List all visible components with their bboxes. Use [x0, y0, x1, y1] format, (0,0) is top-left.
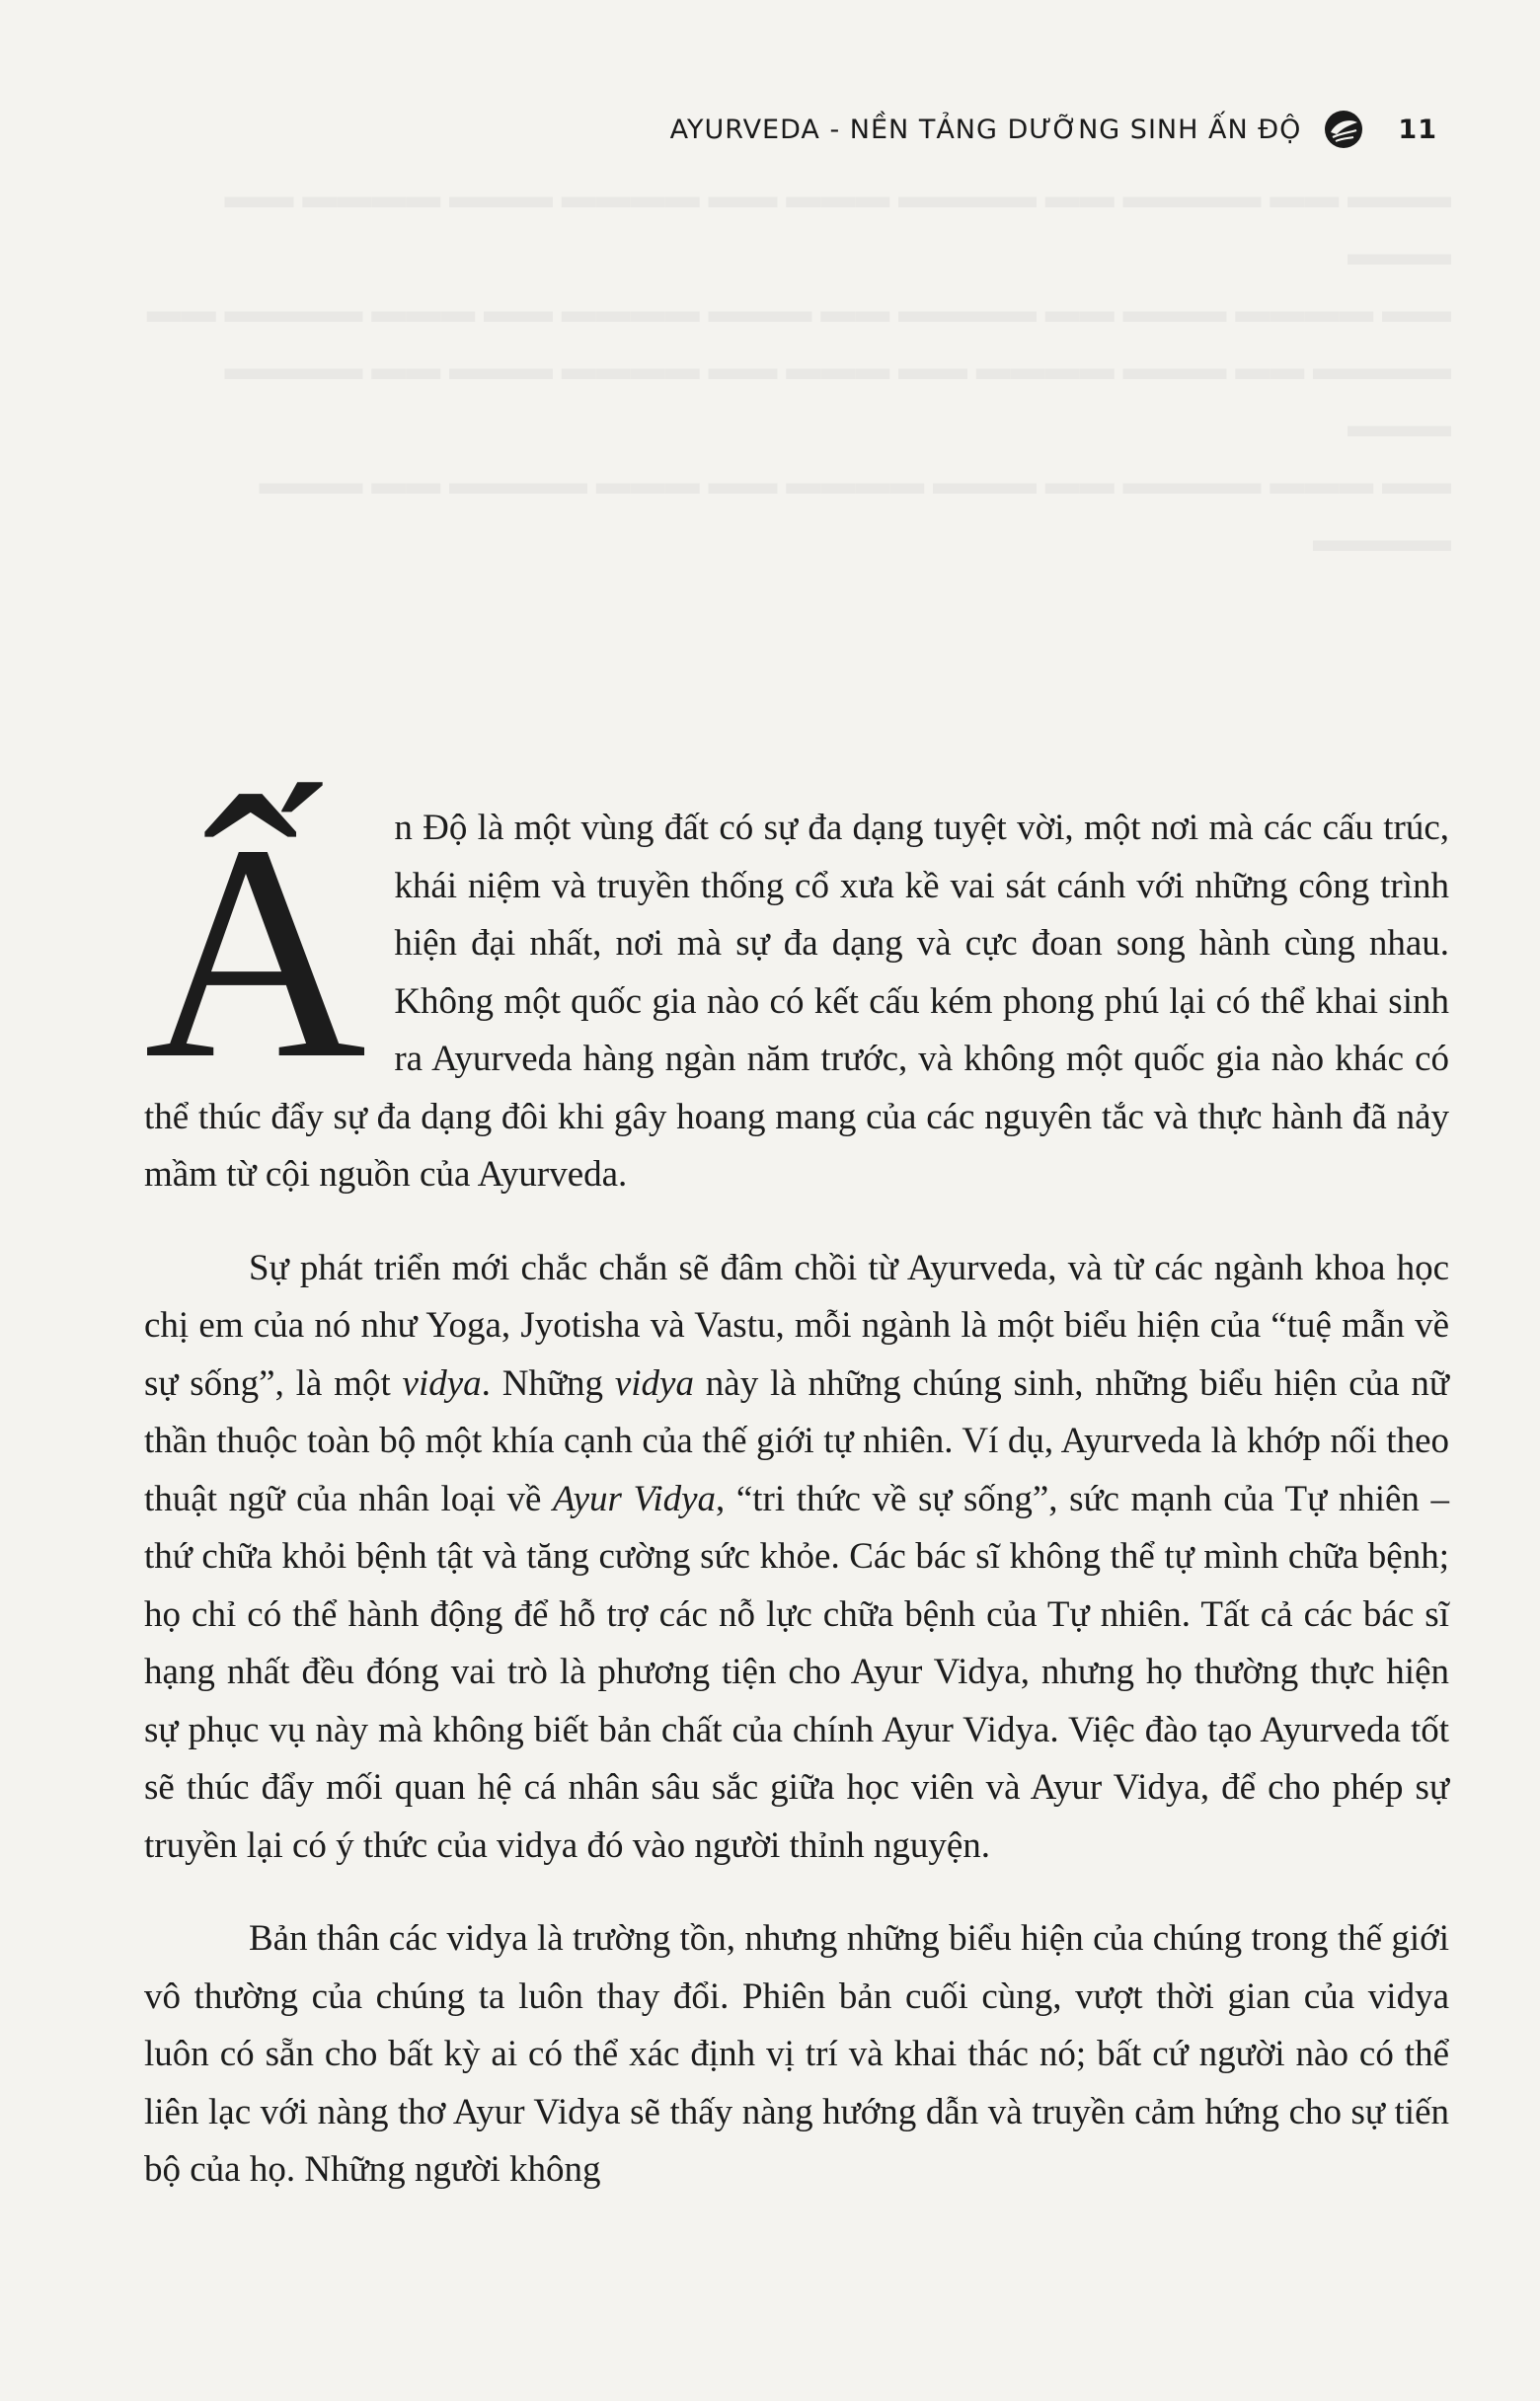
paragraph-1-text: n Độ là một vùng đất có sự đa dạng tuyệt vời, một nơi mà các cấu trúc, khái niệm và truyền thống cổ xưa kề vai sát cánh với những công trình hiện đại nhất, nơi mà sự đa dạng và cực đoan song hành cùng nhau. Không một quốc gia nào có kết cấu kém phong phú lại có thể khai sinh ra Ayurveda hàng ngàn năm trước, và không một quốc gia nào khác có thể thúc đẩy sự đa dạng đôi khi gây hoang mang của các nguyên tắc và thực hành đã nảy mầm từ cội nguồn của Ayurveda. — [144, 808, 1449, 1195]
body-text — [144, 782, 1449, 2200]
running-header — [670, 109, 1437, 150]
italic-term-vidya-2: vidya — [614, 1362, 694, 1404]
paragraph-2 — [144, 1240, 1449, 1876]
drop-cap: Ấ — [144, 782, 367, 1123]
paragraph-1 — [144, 782, 1449, 1204]
paragraph-3: Bản thân các vidya là trường tồn, nhưng những biểu hiện của chúng trong thế giới vô thường của chúng ta luôn thay đổi. Phiên bản cuối cùng, vượt thời gian của vidya luôn có sẵn cho bất kỳ ai có thể xác định vị trí và khai thác nó; bất cứ người nào có thể liên lạc với nàng thơ Ayur Vidya sẽ thấy nàng hướng dẫn và truyền cảm hứng cho sự tiến bộ của họ. Những người không — [144, 1918, 1449, 2190]
italic-term-ayur-vidya: Ayur Vidya — [553, 1478, 717, 1519]
leaf-emblem-icon — [1323, 109, 1364, 150]
show-through-texture — [128, 168, 1451, 569]
italic-term-vidya: vidya — [402, 1362, 482, 1404]
page-number: 11 — [1398, 114, 1437, 145]
paragraph-2-text-c: này là những chúng sinh, những biểu hiện của nữ thần thuộc toàn bộ một khía cạnh của thế giới tự nhiên. Ví dụ, Ayurveda là khớp nối theo thuật ngữ của nhân loại về — [144, 1362, 1449, 1519]
running-title: AYURVEDA - NỀN TẢNG DƯỠNG SINH ẤN ĐỘ — [669, 114, 1302, 145]
paragraph-2-text-b: . Những — [481, 1362, 615, 1404]
paragraph-2-text-d: , “tri thức về sự sống”, sức mạnh của Tự nhiên – thứ chữa khỏi bệnh tật và tăng cường sức khỏe. Các bác sĩ không thể tự mình chữa bệnh; họ chỉ có thể hành động để hỗ trợ các nỗ lực chữa bệnh của Tự nhiên. Tất cả các bác sĩ hạng nhất đều đóng vai trò là phương tiện cho Ayur Vidya, nhưng họ thường thực hiện sự phục vụ này mà không biết bản chất của chính Ayur Vidya. Việc đào tạo Ayurveda tốt sẽ thúc đẩy mối quan hệ cá nhân sâu sắc giữa học viên và Ayur Vidya, để cho phép sự truyền lại có ý thức của vidya đó vào người thỉnh nguyện. — [144, 1478, 1449, 1866]
paragraph-2-text-a: Sự phát triển mới chắc chắn sẽ đâm chồi từ Ayurveda, và từ các ngành khoa học chị em của nó như Yoga, Jyotisha và Vastu, mỗi ngành là một biểu hiện của “tuệ mẫn về sự sống”, là một — [144, 1247, 1449, 1404]
